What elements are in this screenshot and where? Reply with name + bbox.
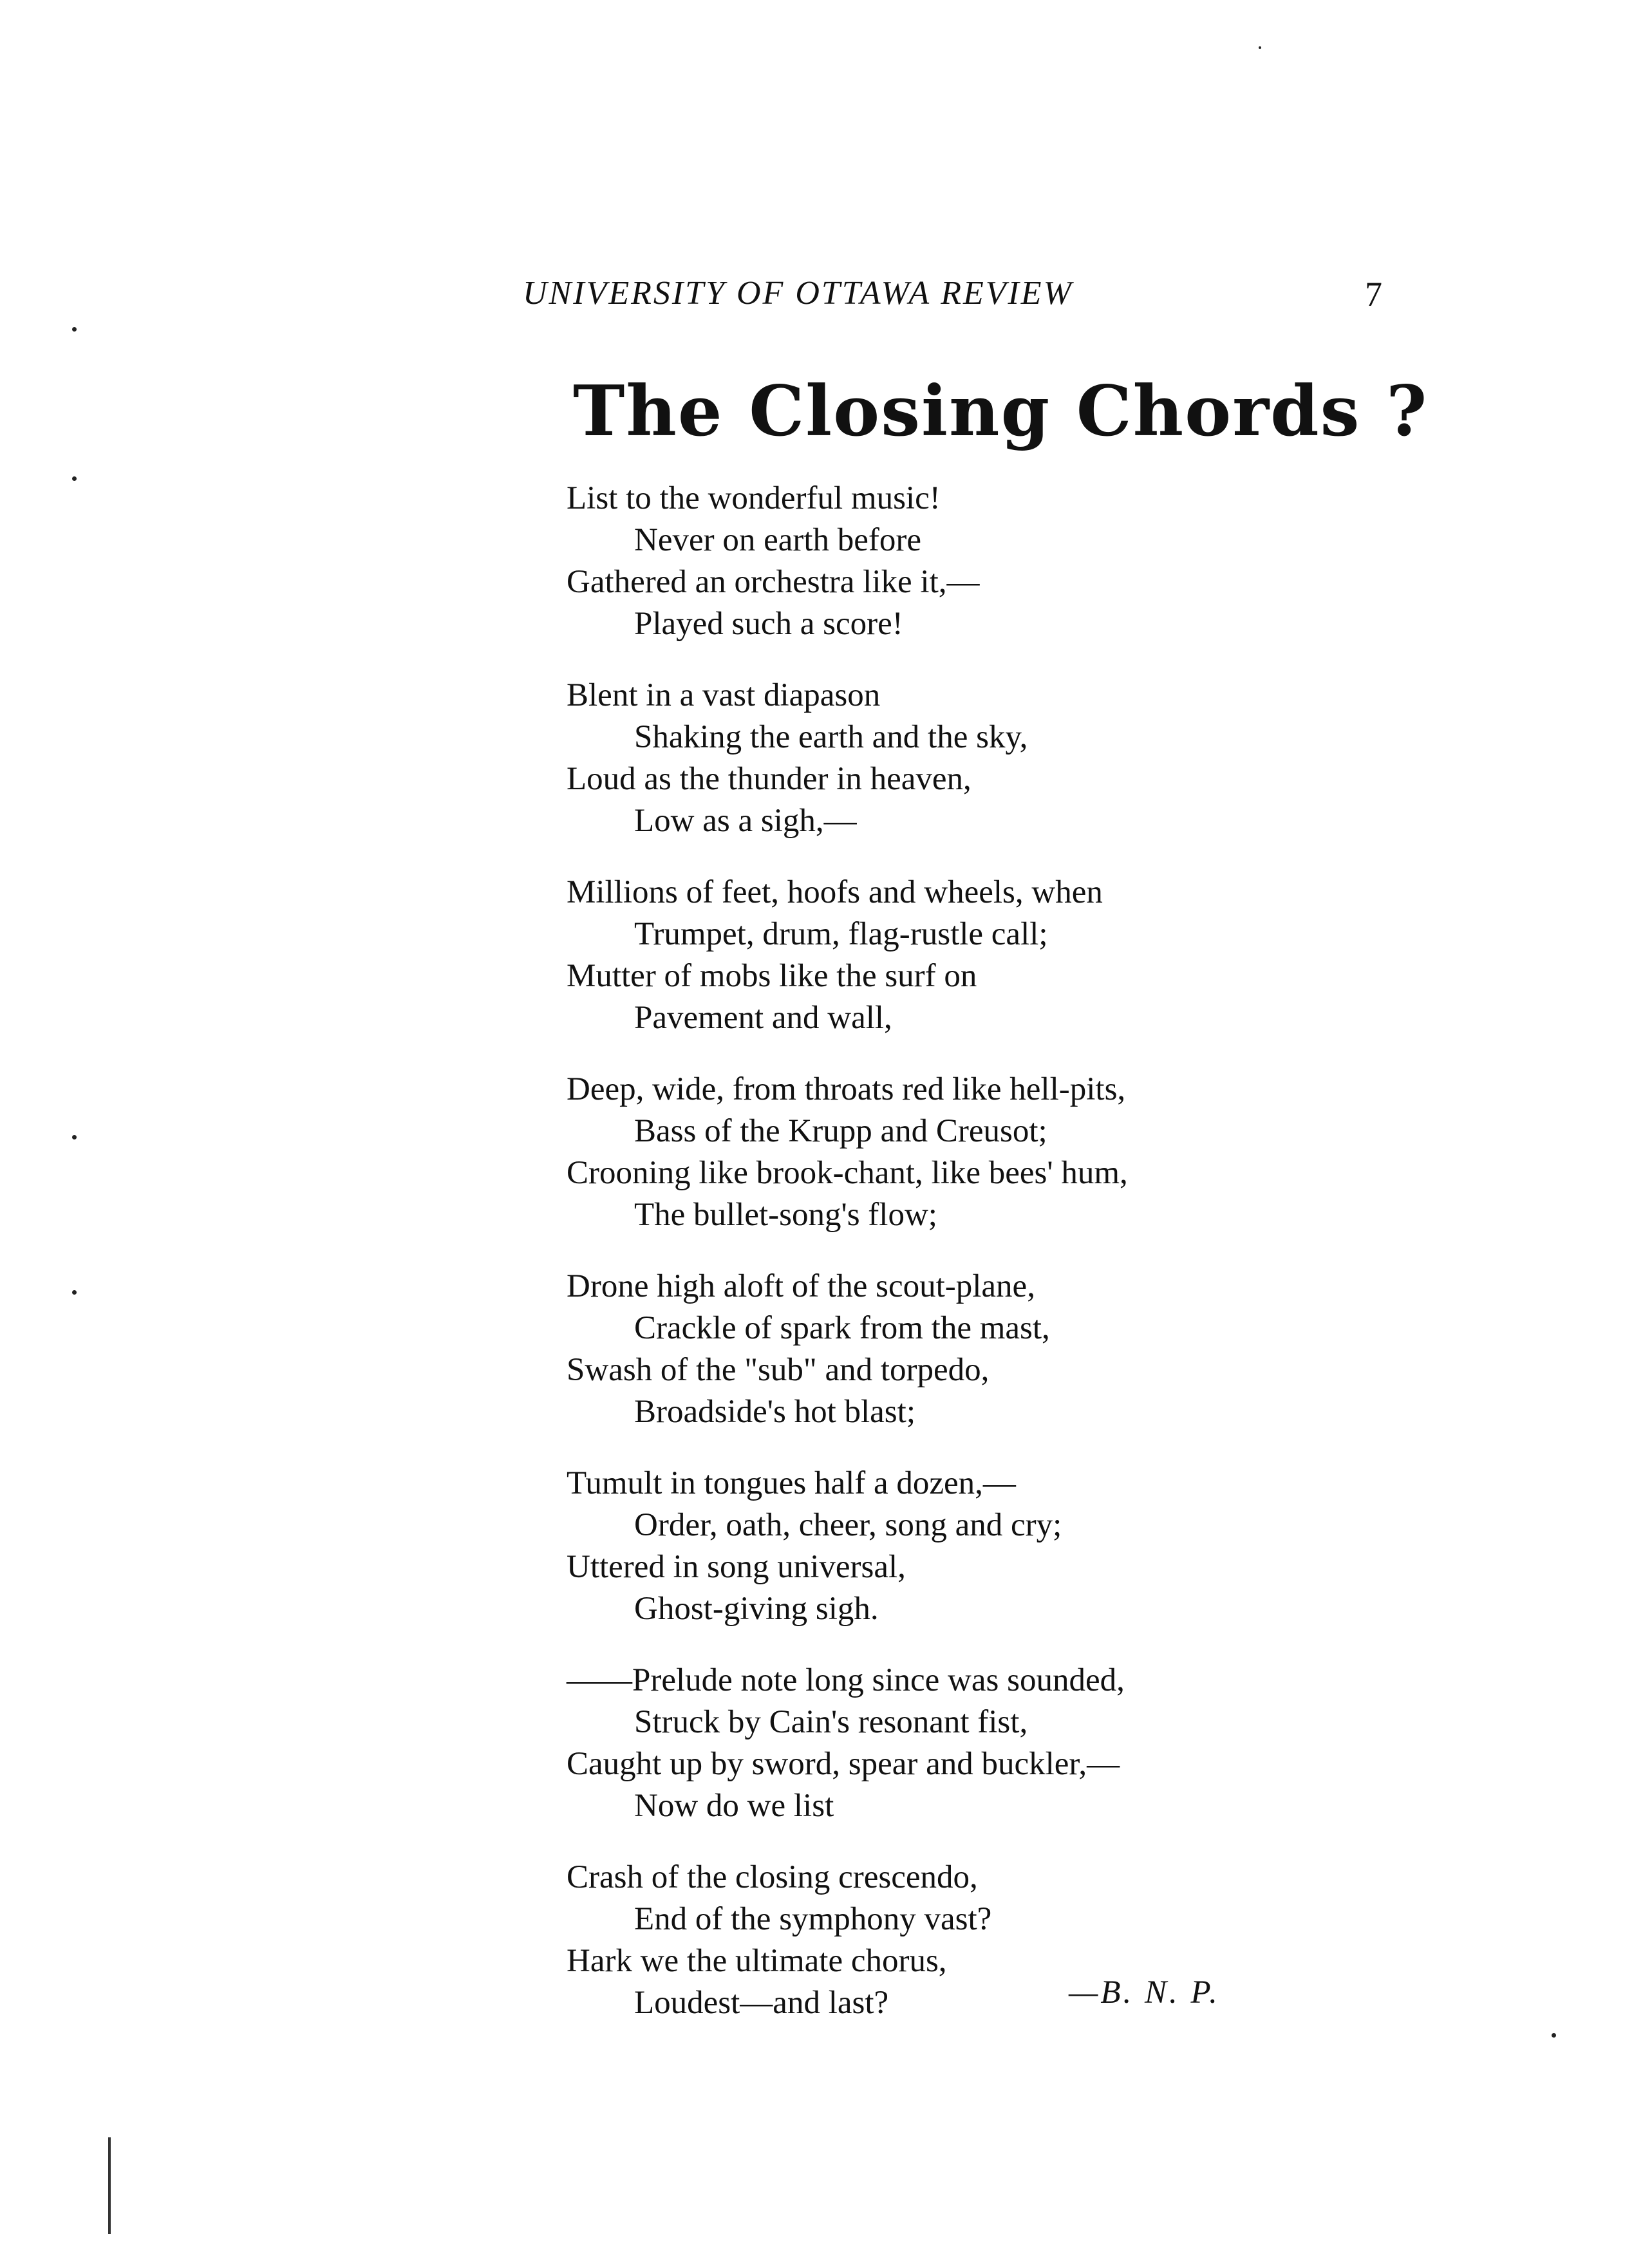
poem-line: Gathered an orchestra like it,— bbox=[567, 564, 980, 600]
poem-line: Hark we the ultimate chorus, bbox=[567, 1943, 947, 1979]
stanza-7 bbox=[567, 1660, 1500, 1827]
author-signature: —B. N. P. bbox=[1069, 1974, 1220, 2011]
poem-line: Deep, wide, from throats red like hell-pits, bbox=[567, 1071, 1126, 1107]
poem-line: Trumpet, drum, flag-rustle call; bbox=[634, 916, 1048, 952]
poem-line: Millions of feet, hoofs and wheels, when bbox=[567, 874, 1103, 910]
poem-line: Loudest—and last? bbox=[634, 1985, 889, 2021]
poem-line: Struck by Cain's resonant fist, bbox=[634, 1704, 1028, 1740]
poem-line: ——Prelude note long since was sounded, bbox=[567, 1662, 1125, 1698]
poem-line: Shaking the earth and the sky, bbox=[634, 719, 1028, 755]
poem-line: End of the symphony vast? bbox=[634, 1901, 992, 1937]
scan-speck bbox=[1552, 2033, 1556, 2038]
poem-line: Crackle of spark from the mast, bbox=[634, 1310, 1050, 1346]
poem-line: Blent in a vast diapason bbox=[567, 677, 881, 713]
stanza-2 bbox=[567, 675, 1500, 842]
poem-body bbox=[567, 478, 1500, 2054]
stanza-6 bbox=[567, 1463, 1500, 1630]
scan-speck bbox=[72, 327, 77, 332]
poem-line: Caught up by sword, spear and buckler,— bbox=[567, 1746, 1120, 1782]
poem-line: Ghost-giving sigh. bbox=[634, 1591, 879, 1627]
poem-line: Pavement and wall, bbox=[634, 1000, 892, 1036]
scan-speck bbox=[72, 1135, 77, 1139]
poem-line: List to the wonderful music! bbox=[567, 480, 941, 516]
poem-line: Crooning like brook-chant, like bees' hum, bbox=[567, 1155, 1128, 1191]
scan-edge-mark bbox=[108, 2137, 111, 2234]
poem-line: Drone high aloft of the scout-plane, bbox=[567, 1268, 1035, 1304]
poem-line: The bullet-song's flow; bbox=[634, 1197, 937, 1233]
poem-line: Bass of the Krupp and Creusot; bbox=[634, 1113, 1047, 1149]
stanza-3 bbox=[567, 872, 1500, 1039]
scan-speck bbox=[72, 1290, 77, 1295]
poem-line: Low as a sigh,— bbox=[634, 803, 857, 839]
stanza-1 bbox=[567, 478, 1500, 645]
poem-line: Tumult in tongues half a dozen,— bbox=[567, 1465, 1016, 1501]
poem-line: Swash of the "sub" and torpedo, bbox=[567, 1352, 990, 1388]
poem-title: The Closing Chords ? bbox=[573, 371, 1429, 452]
running-header: UNIVERSITY OF OTTAWA REVIEW bbox=[523, 275, 1073, 312]
stanza-5 bbox=[567, 1266, 1500, 1433]
poem-line: Order, oath, cheer, song and cry; bbox=[634, 1507, 1062, 1543]
poem-line: Uttered in song universal, bbox=[567, 1549, 906, 1585]
page-number: 7 bbox=[1365, 275, 1382, 314]
poem-line: Loud as the thunder in heaven, bbox=[567, 761, 971, 797]
poem-line: Crash of the closing crescendo, bbox=[567, 1859, 978, 1895]
stanza-4 bbox=[567, 1069, 1500, 1236]
scan-speck bbox=[1259, 46, 1261, 49]
stanza-8 bbox=[567, 1857, 1500, 2024]
poem-line: Broadside's hot blast; bbox=[634, 1394, 915, 1430]
poem-line: Mutter of mobs like the surf on bbox=[567, 958, 977, 994]
poem-line: Never on earth before bbox=[634, 522, 922, 558]
poem-line: Played such a score! bbox=[634, 606, 903, 642]
scan-speck bbox=[72, 476, 77, 481]
poem-line: Now do we list bbox=[634, 1788, 834, 1824]
